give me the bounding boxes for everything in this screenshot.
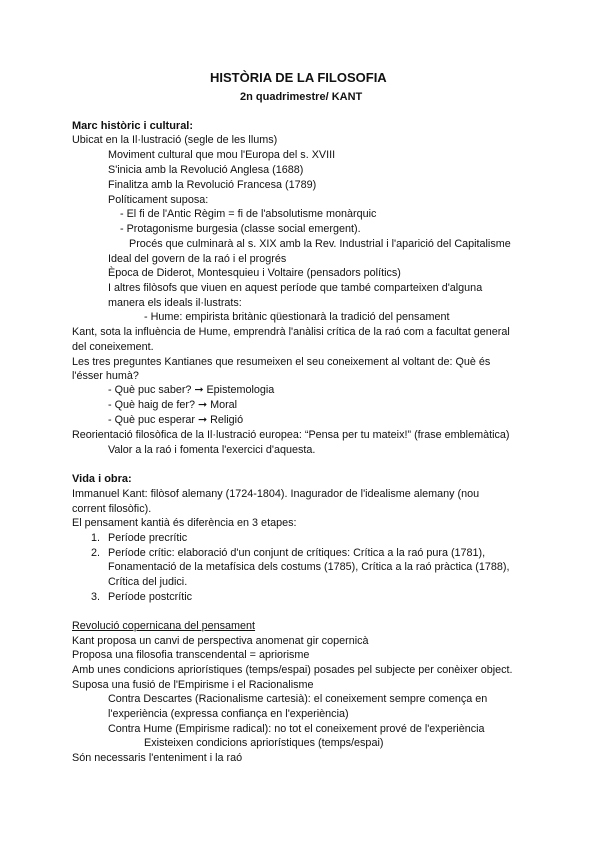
- list-item: Període crític: elaboració d'un conjunt de crítiques: Crítica a la raó pura (1781),: [108, 547, 486, 559]
- list-number: 3.: [91, 591, 101, 603]
- text-line: Amb unes condicions apriorístiques (temps/espai) posades pel subjecte per conèixer object.: [72, 664, 513, 676]
- text-line: - Què puc saber? ➞ Epistemologia: [108, 384, 275, 396]
- text-line: Valor a la raó i fomenta l'exercici d'aquesta.: [108, 444, 316, 456]
- text-line: manera els ideals il·lustrats:: [108, 297, 242, 309]
- text-line: Proposa una filosofia transcendental = apriorisme: [72, 649, 310, 661]
- text-line: - Hume: empirista britànic qüestionarà la tradició del pensament: [144, 311, 450, 323]
- text-line: - Què puc esperar ➞ Religió: [108, 414, 244, 426]
- text-line: Kant proposa un canvi de perspectiva anomenat gir copernicà: [72, 635, 369, 647]
- document-title: HISTÒRIA DE LA FILOSOFIA: [210, 70, 387, 85]
- text-line: Procés que culminarà al s. XIX amb la Rev. Industrial i l'aparició del Capitalisme: [129, 238, 511, 250]
- list-item: Crítica del judici.: [108, 576, 188, 588]
- text-line: l'experiència (expressa confiança en l'experiència): [108, 708, 349, 720]
- text-line: Contra Descartes (Racionalisme cartesià): el coneixement sempre comença en: [108, 693, 488, 705]
- text-line: - Què haig de fer? ➞ Moral: [108, 399, 238, 411]
- list-item: Període postcrític: [108, 591, 193, 603]
- text-line: Ubicat en la Il·lustració (segle de les llums): [72, 134, 278, 146]
- list-item: Període precrític: [108, 532, 188, 544]
- section-heading-marc: Marc històric i cultural:: [72, 120, 194, 132]
- text-line: Moviment cultural que mou l'Europa del s. XVIII: [108, 149, 336, 161]
- text-line: - El fi de l'Antic Règim = fi de l'absolutisme monàrquic: [120, 208, 377, 220]
- text-line: El pensament kantià és diferència en 3 etapes:: [72, 517, 297, 529]
- document-subtitle: 2n quadrimestre/ KANT: [240, 91, 363, 103]
- text-line: - Protagonisme burgesia (classe social emergent).: [120, 223, 361, 235]
- section-heading-vida: Vida i obra:: [72, 473, 132, 485]
- text-line: Ideal del govern de la raó i el progrés: [108, 253, 287, 265]
- text-line: Immanuel Kant: filòsof alemany (1724-1804). Inagurador de l'idealisme alemany (nou: [72, 488, 480, 500]
- text-line: S'inicia amb la Revolució Anglesa (1688): [108, 164, 304, 176]
- text-line: l'ésser humà?: [72, 370, 139, 382]
- text-line: Suposa una fusió de l'Empirisme i el Racionalisme: [72, 679, 314, 691]
- list-number: 2.: [91, 547, 101, 559]
- text-line: Contra Hume (Empirisme radical): no tot el coneixement prové de l'experiència: [108, 723, 485, 735]
- text-line: Finalitza amb la Revolució Francesa (1789): [108, 179, 317, 191]
- section-heading-revolucio: Revolució copernicana del pensament: [72, 620, 256, 632]
- text-line: del coneixement.: [72, 341, 154, 353]
- text-line: corrent filosòfic).: [72, 503, 152, 515]
- text-line: Kant, sota la influència de Hume, emprendrà l'anàlisi crítica de la raó com a facultat general: [72, 326, 510, 338]
- text-line: Existeixen condicions apriorístiques (temps/espai): [144, 737, 384, 749]
- list-number: 1.: [91, 532, 101, 544]
- text-line: Reorientació filosòfica de la Il·lustració europea: “Pensa per tu mateix!” (frase emblemàtica): [72, 429, 510, 441]
- text-line: Època de Diderot, Montesquieu i Voltaire (pensadors polítics): [108, 267, 401, 279]
- text-line: Són necessaris l'enteniment i la raó: [72, 752, 243, 764]
- text-line: Les tres preguntes Kantianes que resumeixen el seu coneixement al voltant de: Què és: [72, 356, 491, 368]
- text-line: I altres filòsofs que viuen en aquest període que també comparteixen d'alguna: [108, 282, 483, 294]
- list-item: Fonamentació de la metafísica dels costums (1785), Crítica a la raó pràctica (1788),: [108, 561, 510, 573]
- text-line: Políticament suposa:: [108, 194, 209, 206]
